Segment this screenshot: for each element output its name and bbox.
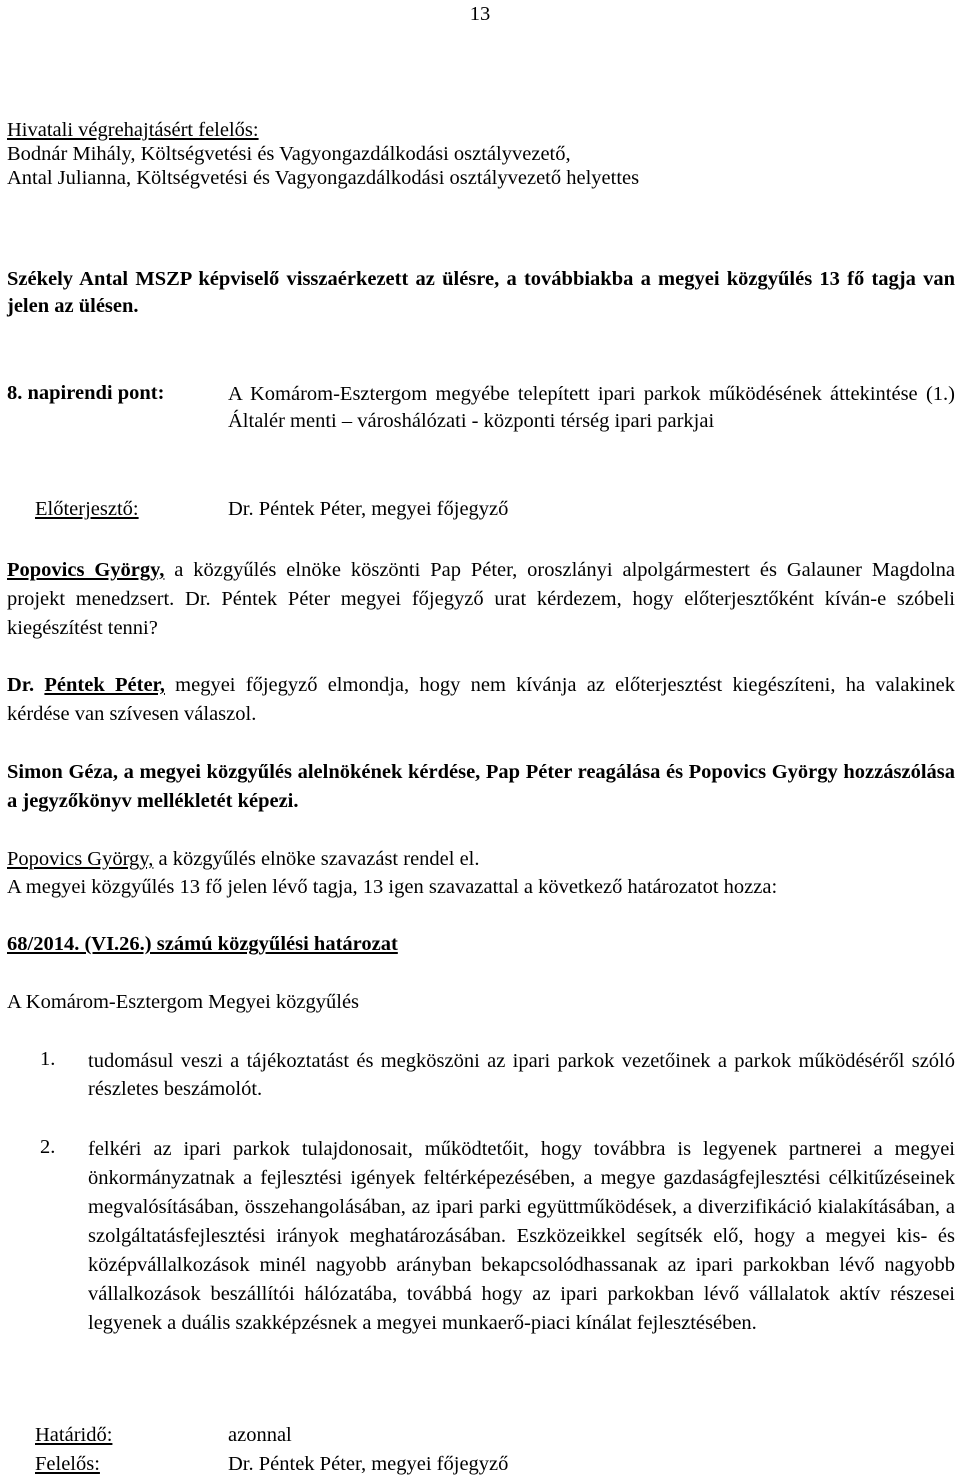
deadline-value: azonnal xyxy=(228,1424,292,1446)
return-note: Székely Antal MSZP képviselő visszaérkezett az ülésre, a továbbiakba a megyei közgyűlés 13 fő tagja van jelen az ülésen. xyxy=(7,268,955,317)
page-number: 13 xyxy=(469,3,491,25)
resolution-item-2-text: felkéri az ipari parkok tulajdonosait, működtetőit, hogy továbbra is legyenek partnerei a megyei önkormányzatnak a fejlesztési igények feltérképezésében, a megye gazdaságfejlesztési célkitűzéseinek megvalósításában, összehangolásában, az ipari parki együttműködések, a diverzifikáció kialakításában, a szolgáltatásfejlesztési irányok meghatározásában. Eszközeikkel segítsék elő, hogy a megyei kis- és középvállalkozások minél nagyobb arányban bekapcsolódhassanak az ipari parkokban lévő nagyobb vállalkozások beszállítói hálózatába, továbbá hogy az ipari parkokban lévő vállalatok aktív részesei legyenek a duális szakképzésnek a megyei munkaerő-piaci kínálat fejlesztésében. xyxy=(88,1138,955,1334)
resolution-item-2-number: 2. xyxy=(40,1136,56,1158)
vote-speaker: Popovics György, xyxy=(7,848,154,870)
speaker-pentek: Péntek Péter, xyxy=(44,674,165,696)
resolution-title: 68/2014. (VI.26.) számú közgyűlési határozat xyxy=(7,933,398,955)
annex-note: Simon Géza, a megyei közgyűlés alelnökének kérdése, Pap Péter reagálása és Popovics György hozzászólása a jegyzőkönyv mellékletét képezi. xyxy=(7,761,955,812)
responsible-section xyxy=(7,118,955,190)
agenda-label: 8. napirendi pont: xyxy=(7,382,165,404)
agenda-title: A Komárom-Esztergom megyébe telepített ipari parkok működésének áttekintése (1.) Általér menti – városhálózati - központi térség ipari parkjai xyxy=(228,383,955,432)
paragraph-reply-text: megyei főjegyző elmondja, hogy nem kívánja az előterjesztést kiegészíteni, ha valakinek kérdése van szívesen válaszol. xyxy=(7,674,956,725)
vote-section xyxy=(7,845,955,901)
responsible-value: Dr. Péntek Péter, megyei főjegyző xyxy=(228,1453,509,1475)
resolution-body: A Komárom-Esztergom Megyei közgyűlés xyxy=(7,991,360,1013)
resolution-item-1-number: 1. xyxy=(40,1048,56,1070)
speaker-popovics: Popovics György, xyxy=(7,559,165,581)
paragraph-reply xyxy=(7,671,955,729)
deadline-label: Határidő: xyxy=(35,1424,113,1446)
presenter-label: Előterjesztő: xyxy=(35,498,139,520)
responsible-line-1: Bodnár Mihály, Költségvetési és Vagyongazdálkodási osztályvezető, xyxy=(7,143,571,165)
speaker-prefix: Dr. xyxy=(7,674,35,696)
vote-result: A megyei közgyűlés 13 fő jelen lévő tagja, 13 igen szavazattal a következő határozatot hozza: xyxy=(7,876,778,898)
resolution-item-1-text: tudomásul veszi a tájékoztatást és megköszöni az ipari parkok vezetőinek a parkok működéséről szóló részletes beszámolót. xyxy=(88,1050,955,1100)
presenter-name: Dr. Péntek Péter, megyei főjegyző xyxy=(228,498,509,520)
paragraph-welcome xyxy=(7,556,955,643)
paragraph-welcome-text: a közgyűlés elnöke köszönti Pap Péter, oroszlányi alpolgármestert és Galauner Magdolna projekt menedzsert. Dr. Péntek Péter megyei főjegyző urat kérdezem, hogy előterjesztőként kíván-e szóbeli kiegészítést tenni? xyxy=(7,559,955,639)
responsible-label: Felelős: xyxy=(35,1453,100,1475)
vote-text: a közgyűlés elnöke szavazást rendel el. xyxy=(153,848,480,870)
responsible-heading: Hivatali végrehajtásért felelős: xyxy=(7,119,259,141)
responsible-line-2: Antal Julianna, Költségvetési és Vagyongazdálkodási osztályvezető helyettes xyxy=(7,167,640,189)
